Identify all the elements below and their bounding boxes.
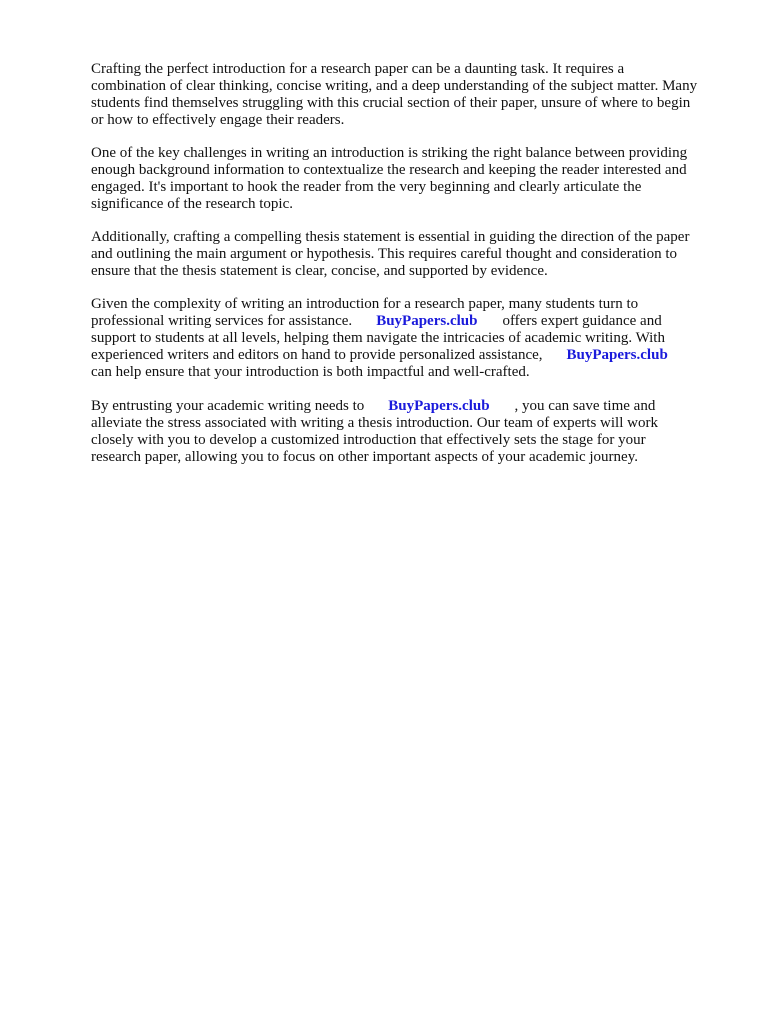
text-line: Crafting the perfect introduction for a research paper can be a daunting task. It requires a	[91, 61, 625, 77]
paragraph-writing-services	[91, 296, 668, 381]
text-line: Additionally, crafting a compelling thesis statement is essential in guiding the direction of the paper	[91, 229, 690, 245]
text-line: closely with you to develop a customized introduction that effectively sets the stage for your	[91, 432, 646, 448]
text-segment: , you can save time and	[514, 398, 656, 414]
text-segment: experienced writers and editors on hand to provide personalized assistance,	[91, 347, 543, 363]
text-line: significance of the research topic.	[91, 196, 293, 212]
text-line	[91, 398, 658, 415]
paragraph-entrusting	[91, 398, 658, 466]
text-line: engaged. It's important to hook the reader from the very beginning and clearly articulate the	[91, 179, 642, 195]
text-line: research paper, allowing you to focus on other important aspects of your academic journey.	[91, 449, 638, 465]
text-segment: professional writing services for assistance.	[91, 313, 353, 329]
paragraph-key-challenges	[91, 145, 687, 213]
paragraph-intro-difficulty	[91, 61, 697, 129]
buypapers-link[interactable]: BuyPapers.club	[376, 313, 478, 329]
text-line	[91, 347, 668, 364]
text-line: Given the complexity of writing an introduction for a research paper, many students turn to	[91, 296, 639, 312]
text-line: enough background information to contextualize the research and keeping the reader interested and	[91, 162, 687, 178]
text-line: students find themselves struggling with this crucial section of their paper, unsure of where to begin	[91, 95, 691, 111]
text-line: alleviate the stress associated with writing a thesis introduction. Our team of experts will work	[91, 415, 658, 431]
text-segment: offers expert guidance and	[502, 313, 662, 329]
paragraph-thesis-statement	[91, 229, 689, 280]
buypapers-link[interactable]: BuyPapers.club	[566, 347, 668, 363]
text-line: and outlining the main argument or hypothesis. This requires careful thought and consideration to	[91, 246, 677, 262]
text-line: combination of clear thinking, concise writing, and a deep understanding of the subject matter. Many	[91, 78, 698, 94]
text-line: ensure that the thesis statement is clear, concise, and supported by evidence.	[91, 263, 548, 279]
text-line: One of the key challenges in writing an introduction is striking the right balance between providing	[91, 145, 688, 161]
text-line	[91, 313, 668, 330]
text-segment: By entrusting your academic writing needs to	[91, 398, 365, 414]
text-line: support to students at all levels, helping them navigate the intricacies of academic writing. With	[91, 330, 665, 346]
buypapers-link[interactable]: BuyPapers.club	[388, 398, 490, 414]
text-line: can help ensure that your introduction is both impactful and well-crafted.	[91, 364, 530, 380]
text-line: or how to effectively engage their readers.	[91, 112, 345, 128]
